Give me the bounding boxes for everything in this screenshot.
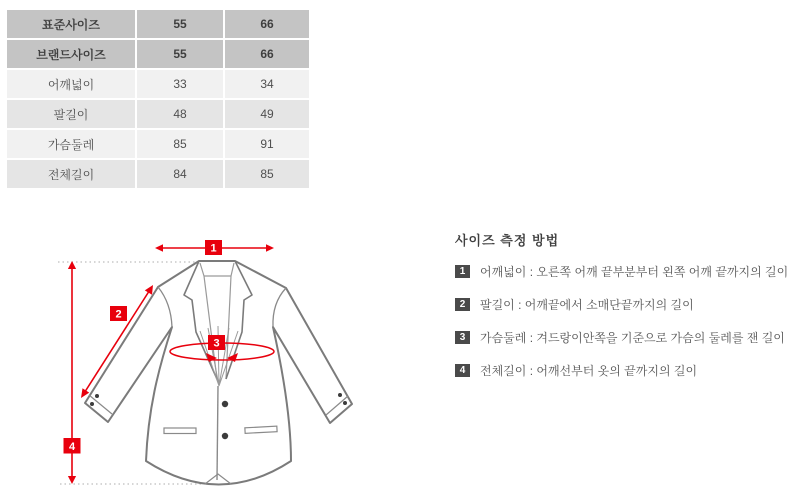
size-cell: 34: [225, 70, 309, 100]
size-cell: 48: [137, 100, 225, 130]
legend-item-text: 전체길이 : 어깨선부터 옷의 끝까지의 길이: [480, 364, 698, 378]
size-cell: 66: [225, 10, 309, 40]
marker-3-badge: [208, 335, 225, 350]
svg-text:3: 3: [213, 337, 220, 350]
marker-2-badge: [110, 306, 127, 321]
table-row: [7, 100, 309, 130]
row-label: 표준사이즈: [7, 10, 137, 40]
size-cell: 66: [225, 40, 309, 70]
size-cell: 55: [137, 10, 225, 40]
cuff-button: [343, 401, 347, 405]
svg-text:2: 2: [115, 308, 122, 321]
table-row: [7, 130, 309, 160]
row-label: 어깨넓이: [7, 70, 137, 100]
table-row: [7, 160, 309, 190]
table-row: [7, 10, 309, 40]
legend-number-badge: 4: [455, 364, 470, 377]
legend-number-badge: 2: [455, 298, 470, 311]
row-label: 전체길이: [7, 160, 137, 190]
size-table: [7, 10, 309, 190]
legend-number-badge: 1: [455, 265, 470, 278]
size-cell: 85: [137, 130, 225, 160]
size-cell: 49: [225, 100, 309, 130]
svg-text:4: 4: [68, 441, 76, 453]
legend-number-badge: 3: [455, 331, 470, 344]
front-button: [222, 433, 228, 439]
legend-item: [455, 329, 790, 346]
front-button: [222, 401, 228, 407]
size-cell: 85: [225, 160, 309, 190]
legend-item-text: 어깨넓이 : 오른쪽 어깨 끝부분부터 왼쪽 어깨 끝까지의 길이: [480, 265, 789, 279]
cuff-button: [90, 402, 94, 406]
legend-item: [455, 362, 790, 379]
size-cell: 91: [225, 130, 309, 160]
cuff-button: [338, 393, 342, 397]
measurement-legend: [455, 230, 790, 395]
legend-title: 사이즈 측정 방법: [455, 233, 560, 248]
jacket-measurement-diagram: [40, 228, 460, 495]
pocket-right: [245, 426, 277, 433]
marker-4-badge: [64, 438, 81, 454]
front-opening: [217, 386, 218, 480]
size-cell: 33: [137, 70, 225, 100]
row-label: 가슴둘레: [7, 130, 137, 160]
size-cell: 55: [137, 40, 225, 70]
pocket-left: [164, 428, 196, 434]
svg-text:1: 1: [210, 242, 217, 255]
table-row: [7, 70, 309, 100]
row-label: 팔길이: [7, 100, 137, 130]
legend-item: [455, 296, 790, 313]
legend-item-text: 가슴둘레 : 겨드랑이안쪽을 기준으로 가슴의 둘레를 잰 길이: [480, 331, 785, 345]
size-cell: 84: [137, 160, 225, 190]
legend-item: [455, 263, 790, 280]
cuff-button: [95, 394, 99, 398]
table-row: [7, 40, 309, 70]
row-label: 브랜드사이즈: [7, 40, 137, 70]
legend-item-text: 팔길이 : 어깨끝에서 소매단끝까지의 길이: [480, 298, 694, 312]
marker-1-badge: [205, 240, 222, 255]
